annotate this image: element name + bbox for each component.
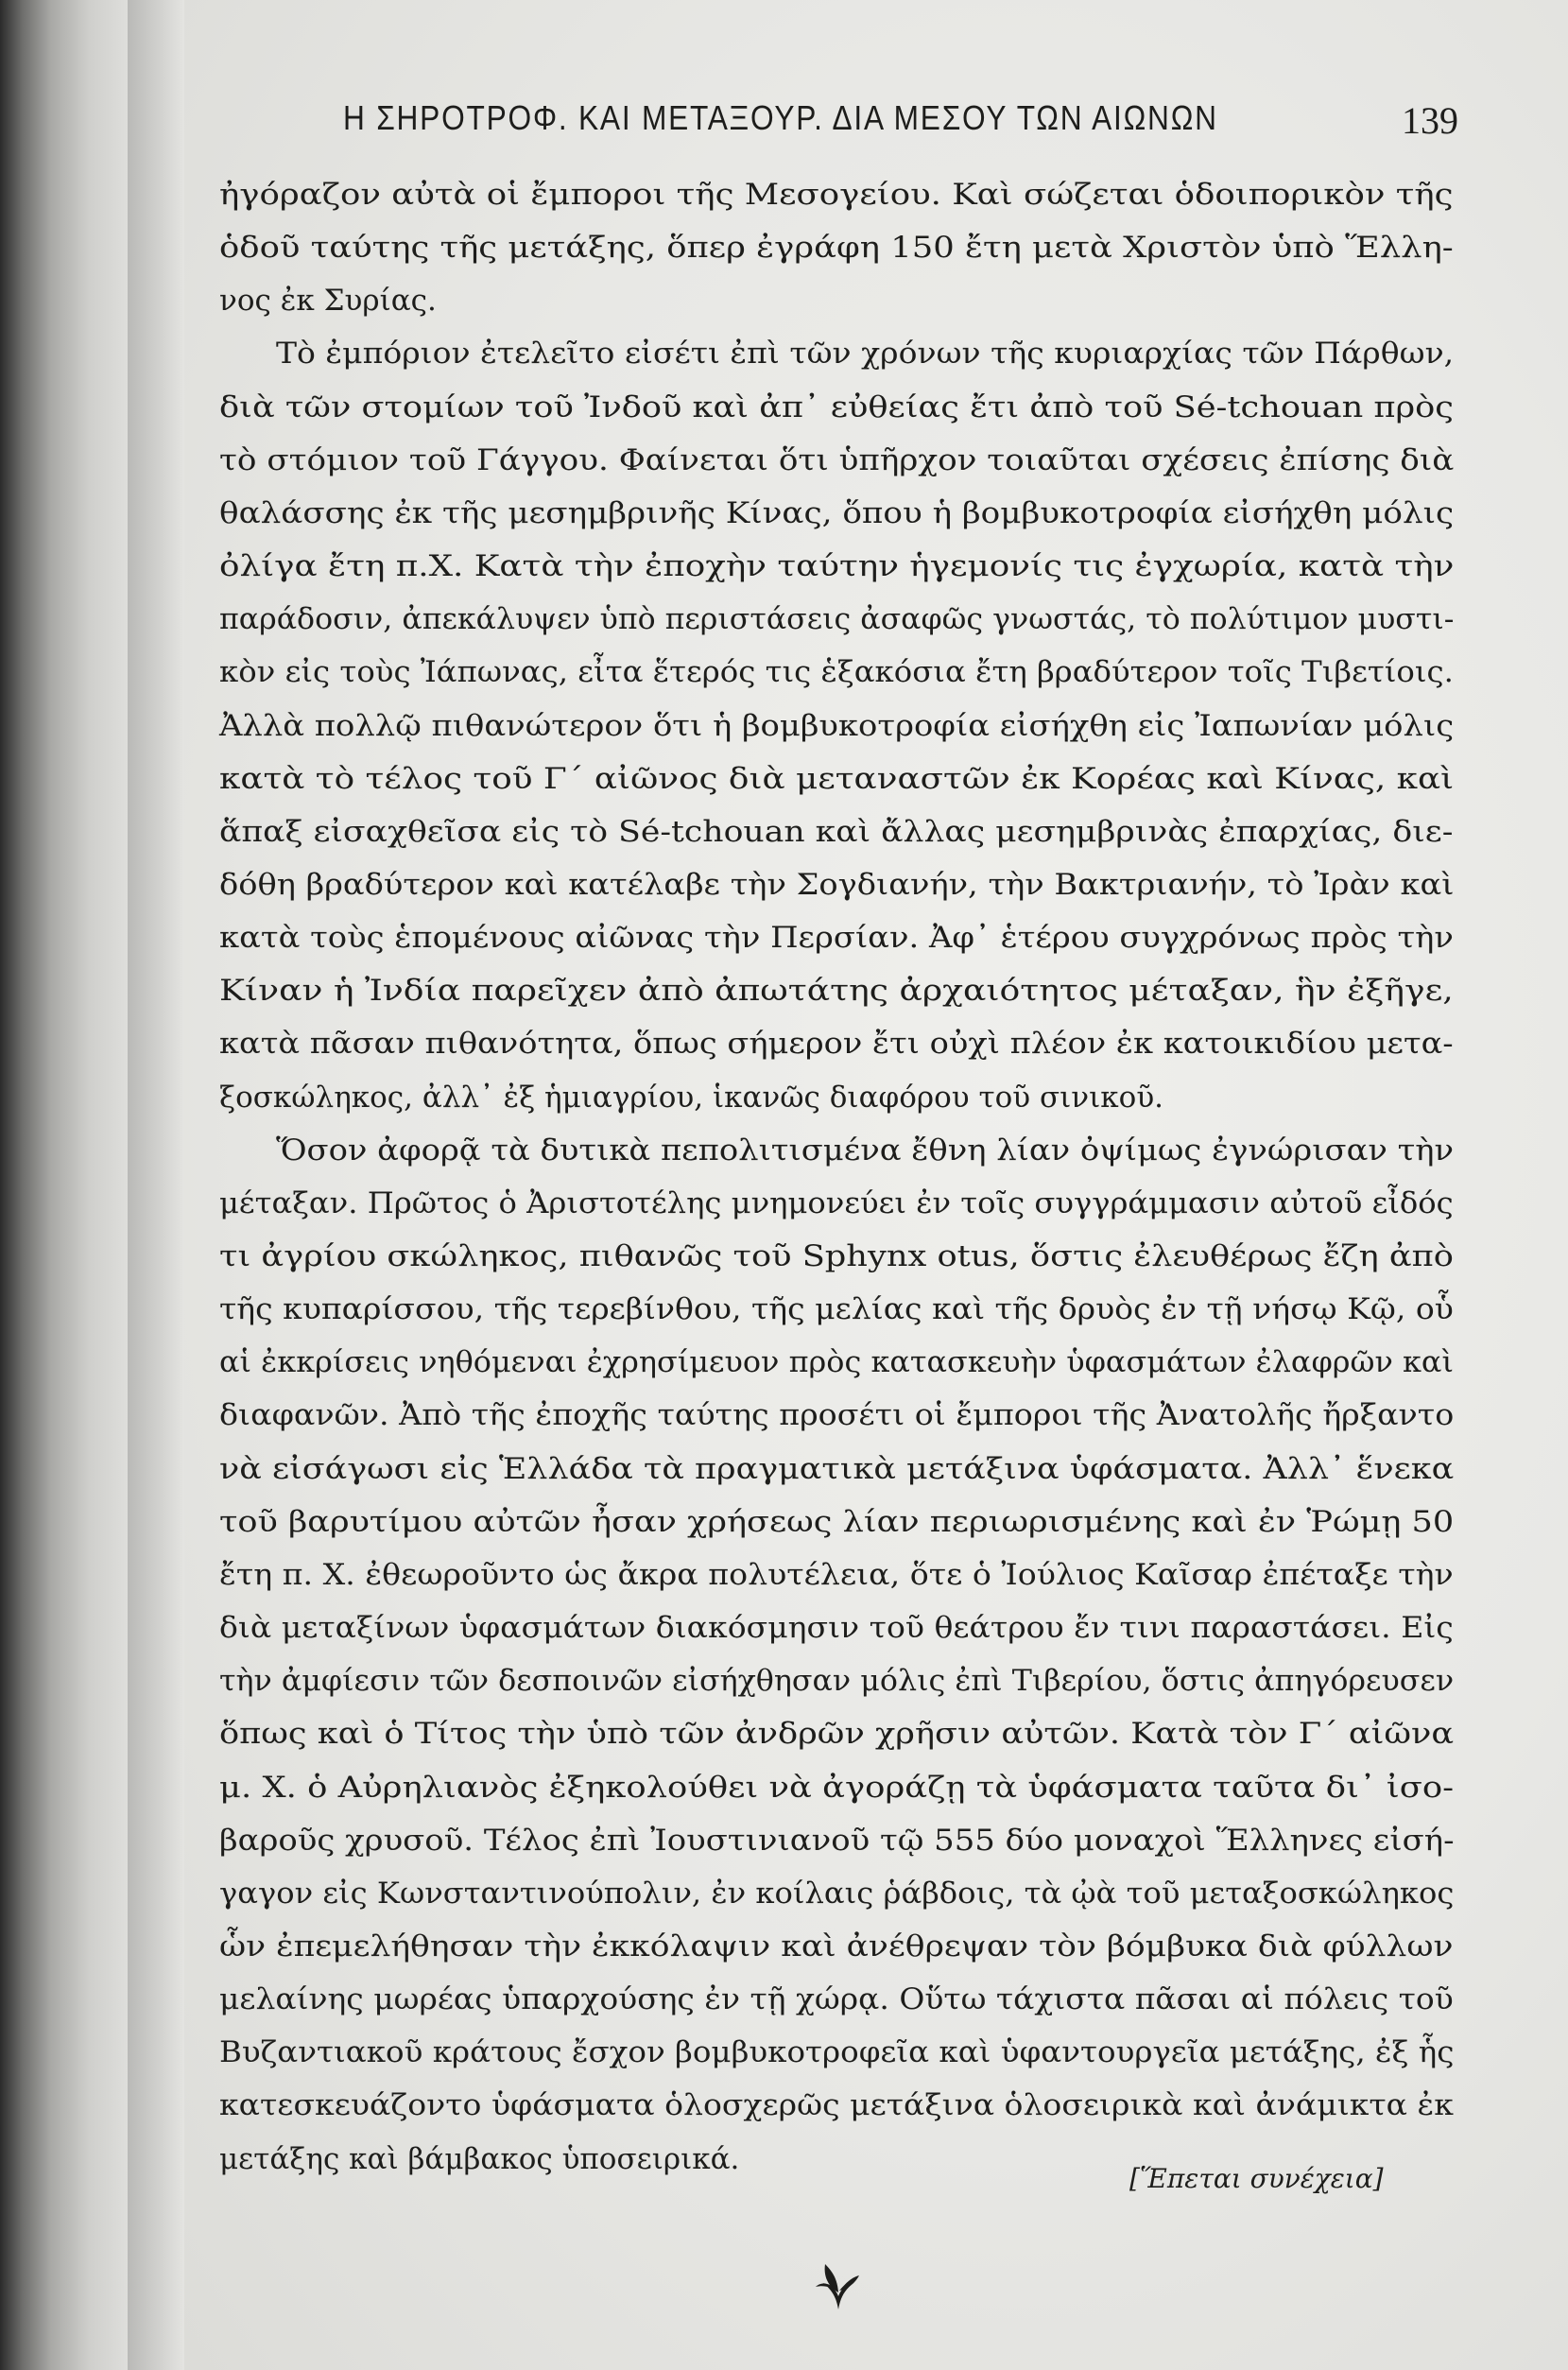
text-line: διαφανῶν. Ἀπὸ τῆς ἐποχῆς ταύτης προσέτι οἱ ἔμποροι τῆς Ἀνατολῆς ἤρξαντο: [219, 1398, 1455, 1433]
text-line: Βυζαντιακοῦ κράτους ἔσχον βομβυκοτροφεῖα καὶ ὑφαντουργεῖα μετάξης, ἐξ ἧς: [219, 2035, 1455, 2070]
text-line: Κίναν ἡ Ἰνδία παρεῖχεν ἀπὸ ἀπωτάτης ἀρχαιότητος μέταξαν, ἣν ἐξῆγε,: [219, 974, 1454, 1009]
text-line: τῆς κυπαρίσσου, τῆς τερεβίνθου, τῆς μελίας καὶ τῆς δρυὸς ἐν τῇ νήσῳ Κῷ, οὗ: [219, 1292, 1454, 1327]
leaf-ornament-icon: [808, 2255, 869, 2315]
text-line: Ἀλλὰ πολλῷ πιθανώτερον ὅτι ἡ βομβυκοτροφία εἰσήχθη εἰς Ἰαπωνίαν μόλις: [219, 708, 1455, 743]
text-line: θαλάσσης ἐκ τῆς μεσημβρινῆς Κίνας, ὅπου ἡ βομβυκοτροφία εἰσήχθη μόλις: [219, 495, 1455, 530]
text-line: παράδοσιν, ἀπεκάλυψεν ὑπὸ περιστάσεις ἀσαφῶς γνωστάς, τὸ πολύτιμον μυστι-: [219, 602, 1455, 637]
text-line: μετάξης καὶ βάμβακος ὑποσειρικά.: [219, 2141, 740, 2176]
text-line: δόθη βραδύτερον καὶ κατέλαβε τὴν Σογδιανήν, τὴν Βακτριανήν, τὸ Ἰρὰν καὶ: [219, 867, 1455, 902]
text-line: κατὰ πᾶσαν πιθανότητα, ὅπως σήμερον ἔτι οὐχὶ πλέον ἐκ κατοικιδίου μετα-: [219, 1027, 1454, 1062]
text-line: ὧν ἐπεμελήθησαν τὴν ἐκκόλαψιν καὶ ἀνέθρεψαν τὸν βόμβυκα διὰ φύλλων: [219, 1929, 1454, 1963]
text-line: ἅπαξ εἰσαχθεῖσα εἰς τὸ Sé-tchouan καὶ ἄλλας μεσημβρινὰς ἐπαρχίας, διε-: [219, 814, 1454, 849]
text-line: ἔτη π. Χ. ἐθεωροῦντο ὡς ἄκρα πολυτέλεια, ὅτε ὁ Ἰούλιος Καῖσαρ ἐπέταξε τὴν: [219, 1557, 1454, 1592]
text-line: αἱ ἐκκρίσεις νηθόμεναι ἐχρησίμευον πρὸς κατασκευὴν ὑφασμάτων ἐλαφρῶν καὶ: [219, 1345, 1454, 1380]
text-line: νὰ εἰσάγωσι εἰς Ἑλλάδα τὰ πραγματικὰ μετάξινα ὑφάσματα. Ἀλλ᾿ ἕνεκα: [219, 1451, 1455, 1486]
text-line: μέταξαν. Πρῶτος ὁ Ἀριστοτέλης μνημονεύει ἐν τοῖς συγγράμμασιν αὐτοῦ εἶδός: [219, 1185, 1454, 1220]
text-line: βαροῦς χρυσοῦ. Τέλος ἐπὶ Ἰουστινιανοῦ τῷ 555 δύο μοναχοὶ Ἕλληνες εἰσή-: [219, 1823, 1455, 1858]
text-line: τι ἀγρίου σκώληκος, πιθανῶς τοῦ Sphynx otus, ὅστις ἐλευθέρως ἔζη ἀπὸ: [219, 1239, 1454, 1273]
text-line: γαγον εἰς Κωνσταντινούπολιν, ἐν κοίλαις ῥάβδοις, τὰ ᾠὰ τοῦ μεταξοσκώληκος: [219, 1876, 1455, 1911]
text-line: τὴν ἀμφίεσιν τῶν δεσποινῶν εἰσήχθησαν μόλις ἐπὶ Τιβερίου, ὅστις ἀπηγόρευσεν: [219, 1664, 1455, 1699]
text-line: Τὸ ἐμπόριον ἐτελεῖτο εἰσέτι ἐπὶ τῶν χρόνων τῆς κυριαρχίας τῶν Πάρθων,: [276, 337, 1455, 372]
text-line: ἠγόραζον αὐτὰ οἱ ἔμποροι τῆς Μεσογείου. Καὶ σώζεται ὁδοιπορικὸν τῆς: [219, 178, 1454, 212]
running-head: Η ΣΗΡΟΤΡΟΦ. ΚΑΙ ΜΕΤΑΞΟΥΡ. ΔΙΑ ΜΕΣΟΥ ΤΩΝ ΑΙΩΝΩΝ: [343, 98, 1218, 137]
text-line: κὸν εἰς τοὺς Ἰάπωνας, εἶτα ἕτερός τις ἑξακόσια ἔτη βραδύτερον τοῖς Τιβετίοις.: [219, 655, 1454, 690]
text-line: νος ἐκ Συρίας.: [219, 284, 437, 319]
text-line: τὸ στόμιον τοῦ Γάγγου. Φαίνεται ὅτι ὑπῆρχον τοιαῦται σχέσεις ἐπίσης διὰ: [219, 442, 1455, 477]
continued-note: [Ἕπεται συνέχεια]: [1129, 2163, 1384, 2194]
page-number: 139: [1402, 99, 1458, 142]
text-line: ὅπως καὶ ὁ Τίτος τὴν ὑπὸ τῶν ἀνδρῶν χρῆσιν αὐτῶν. Κατὰ τὸν Γ´ αἰῶνα: [219, 1717, 1455, 1752]
text-line: ξοσκώληκος, ἀλλ᾿ ἐξ ἡμιαγρίου, ἱκανῶς διαφόρου τοῦ σινικοῦ.: [219, 1080, 1164, 1115]
text-line: ὁδοῦ ταύτης τῆς μετάξης, ὅπερ ἐγράφη 150 ἔτη μετὰ Χριστὸν ὑπὸ Ἕλλη-: [219, 231, 1454, 266]
text-line: Ὅσον ἀφορᾷ τὰ δυτικὰ πεπολιτισμένα ἔθνη λίαν ὀψίμως ἐγνώρισαν τὴν: [276, 1133, 1455, 1168]
text-line: τοῦ βαρυτίμου αὐτῶν ἦσαν χρήσεως λίαν περιωρισμένης καὶ ἐν Ῥώμῃ 50: [219, 1504, 1455, 1539]
text-line: διὰ μεταξίνων ὑφασμάτων διακόσμησιν τοῦ θεάτρου ἔν τινι παραστάσει. Εἰς: [219, 1611, 1454, 1646]
text-line: ὀλίγα ἔτη π.Χ. Κατὰ τὴν ἐποχὴν ταύτην ἡγεμονίς τις ἐγχωρία, κατὰ τὴν: [219, 549, 1455, 584]
text-line: διὰ τῶν στομίων τοῦ Ἰνδοῦ καὶ ἀπ᾿ εὐθείας ἔτι ἀπὸ τοῦ Sé-tchouan πρὸς: [219, 389, 1454, 424]
text-line: κατὰ τοὺς ἑπομένους αἰῶνας τὴν Περσίαν. Ἀφ᾿ ἑτέρου συγχρόνως πρὸς τὴν: [219, 921, 1454, 956]
text-line: κατὰ τὸ τέλος τοῦ Γ´ αἰῶνος διὰ μεταναστῶν ἐκ Κορέας καὶ Κίνας, καὶ: [219, 761, 1455, 796]
text-line: μελαίνης μωρέας ὑπαρχούσης ἐν τῇ χώρᾳ. Οὕτω τάχιστα πᾶσαι αἱ πόλεις τοῦ: [219, 1982, 1454, 2017]
text-line: μ. Χ. ὁ Αὐρηλιανὸς ἐξηκολούθει νὰ ἀγοράζῃ τὰ ὑφάσματα ταῦτα δι᾿ ἰσο-: [219, 1770, 1455, 1805]
text-line: κατεσκευάζοντο ὑφάσματα ὁλοσχερῶς μετάξινα ὁλοσειρικὰ καὶ ἀνάμικτα ἐκ: [219, 2088, 1454, 2123]
